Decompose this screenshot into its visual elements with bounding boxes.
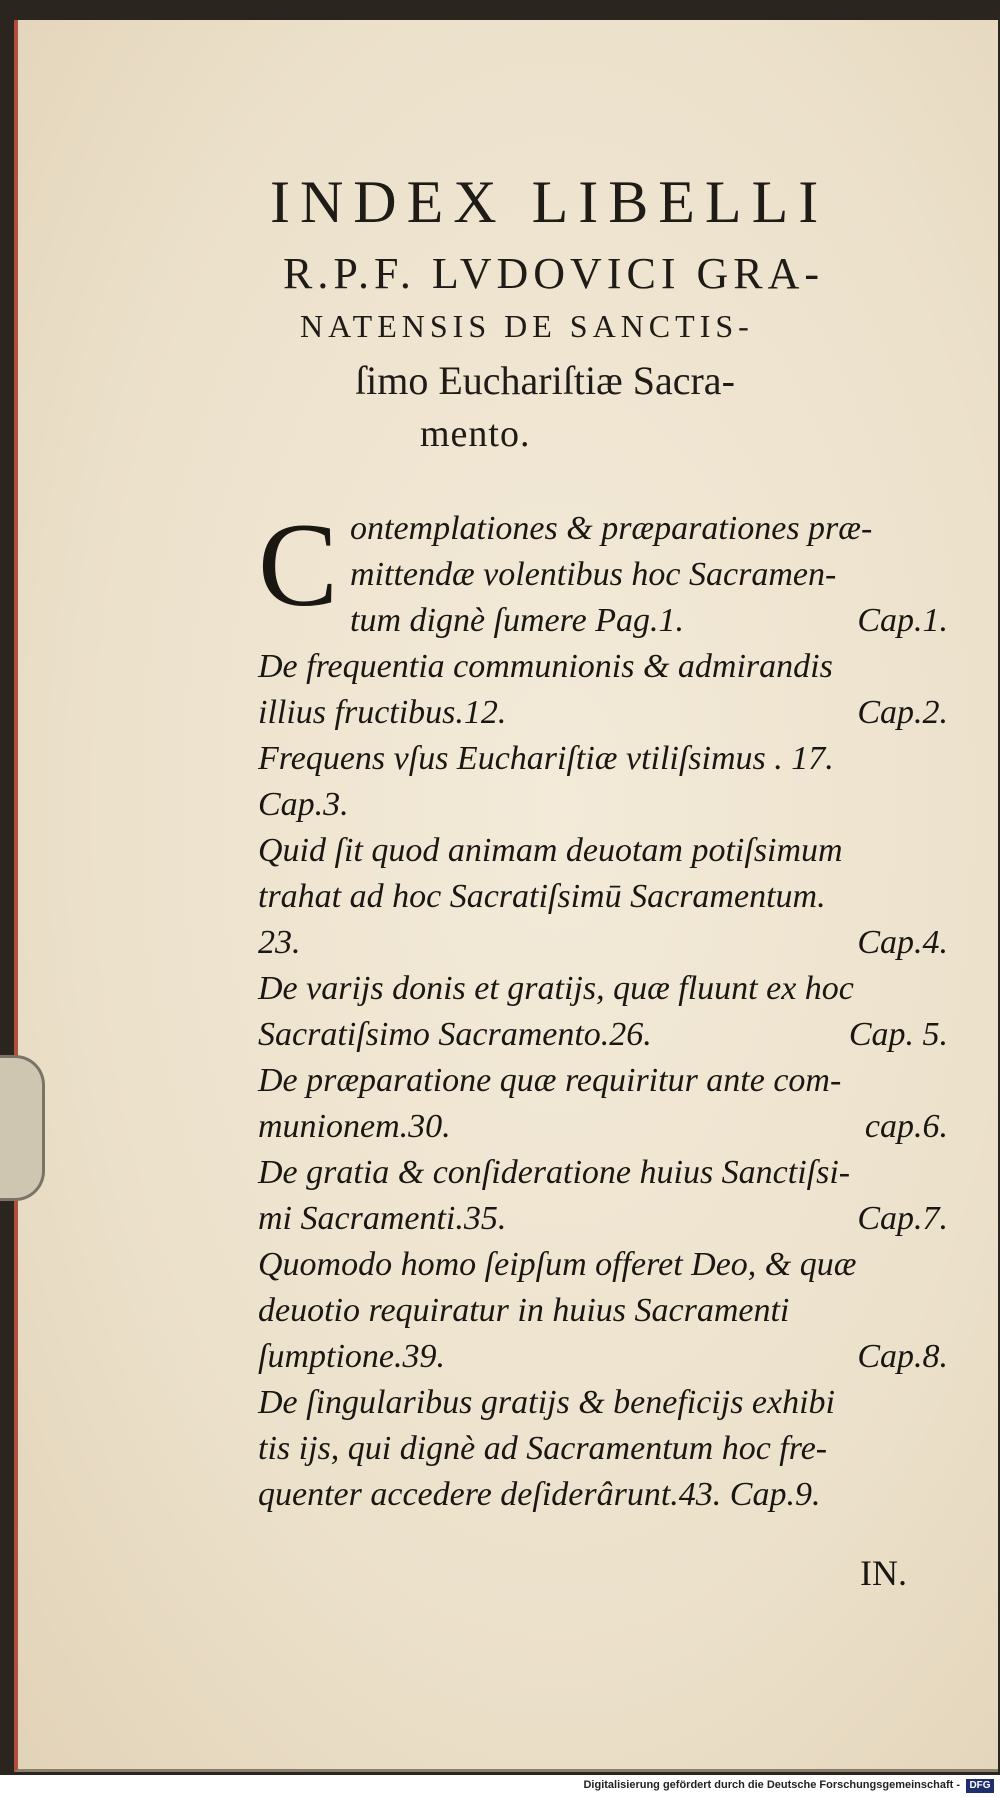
toc-entry-text: Quomodo homo ſeipſum offeret Deo, & quæ [258, 1246, 857, 1283]
title-line-1: INDEX LIBELLI [270, 169, 829, 235]
toc-chapter-number: Cap.2. [857, 694, 948, 731]
toc-line [258, 827, 948, 875]
toc-entry-text: quenter accedere deſiderârunt.43. Cap.9. [258, 1476, 821, 1513]
toc-line [258, 1241, 948, 1289]
toc-chapter-number: Cap.4. [857, 924, 948, 961]
digitization-footer [0, 1776, 1000, 1797]
toc-chapter-number: Cap.7. [857, 1200, 948, 1237]
toc-line [258, 1287, 948, 1335]
toc-entry-text: De frequentia communionis & admirandis [258, 648, 833, 685]
toc-entry-text: Frequens vſus Euchariſtiæ vtiliſsimus . 17. [258, 740, 834, 777]
toc-line [258, 1471, 948, 1519]
toc-line [258, 919, 948, 967]
toc-entry-text: Sacratiſsimo Sacramento.26. [258, 1016, 652, 1053]
toc-line [258, 1333, 948, 1381]
footer-credit: Digitalisierung gefördert durch die Deutsche Forschungsgemeinschaft - [583, 1779, 960, 1791]
toc-entry-text: De gratia & conſideratione huius Sanctiſsi- [258, 1154, 851, 1191]
toc-line [258, 1195, 948, 1243]
toc-line [258, 689, 948, 737]
title-line-4: ſimo Euchariſtiæ Sacra- [355, 358, 735, 403]
toc-entry-text: De præparatione quæ requiritur ante com- [258, 1062, 842, 1099]
toc-entry-text: munionem.30. [258, 1108, 451, 1145]
toc-entry-text: ontemplationes & præparationes præ- [350, 510, 873, 547]
toc-entry-text: tum dignè ſumere Pag.1. [350, 602, 684, 639]
toc-line [258, 965, 948, 1013]
drop-capital: C [258, 498, 339, 631]
toc-entry-text: De ſingularibus gratijs & beneficijs exhibi [258, 1384, 836, 1421]
toc-line [258, 781, 948, 829]
toc-entry-text: Cap.3. [258, 786, 349, 823]
toc-line [258, 1425, 948, 1473]
toc-line [258, 1011, 948, 1059]
toc-entry-text: ſumptione.39. [258, 1338, 445, 1375]
toc-line [350, 505, 948, 553]
toc-entry-text: mittendæ volentibus hoc Sacramen- [350, 556, 837, 593]
toc-line [258, 873, 948, 921]
toc-line [350, 551, 948, 599]
toc-line [258, 1103, 948, 1151]
toc-line [258, 643, 948, 691]
toc-line [258, 1149, 948, 1197]
title-line-5: mento. [420, 413, 531, 455]
toc-entry-text: mi Sacramenti.35. [258, 1200, 507, 1237]
book-clasp [0, 1055, 45, 1201]
toc-chapter-number: Cap. 5. [848, 1016, 948, 1053]
toc-entry-text: Quid ſit quod animam deuotam potiſsimum [258, 832, 843, 869]
toc-chapter-number: cap.6. [864, 1108, 948, 1145]
toc-line [350, 597, 948, 645]
toc-entry-text: deuotio requiratur in huius Sacramenti [258, 1292, 790, 1329]
toc-line [258, 1057, 948, 1105]
toc-chapter-number: Cap.8. [857, 1338, 948, 1375]
toc-entry-text: De varijs donis et gratijs, quæ fluunt ex hoc [258, 970, 854, 1007]
catchword: IN. [860, 1553, 907, 1593]
title-line-2: R.P.F. LVDOVICI GRA- [283, 249, 825, 298]
toc-line [258, 1379, 948, 1427]
toc-chapter-number: Cap.1. [857, 602, 948, 639]
title-line-3: NATENSIS DE SANCTIS- [300, 308, 754, 344]
dfg-logo: DFG [966, 1779, 994, 1793]
toc-line [258, 735, 948, 783]
toc-entry-text: illius fructibus.12. [258, 694, 507, 731]
toc-entry-text: 23. [258, 924, 301, 961]
toc-entry-text: tis ijs, qui dignè ad Sacramentum hoc fre- [258, 1430, 828, 1467]
toc-entry-text: trahat ad hoc Sacratiſsimū Sacramentum. [258, 878, 826, 915]
